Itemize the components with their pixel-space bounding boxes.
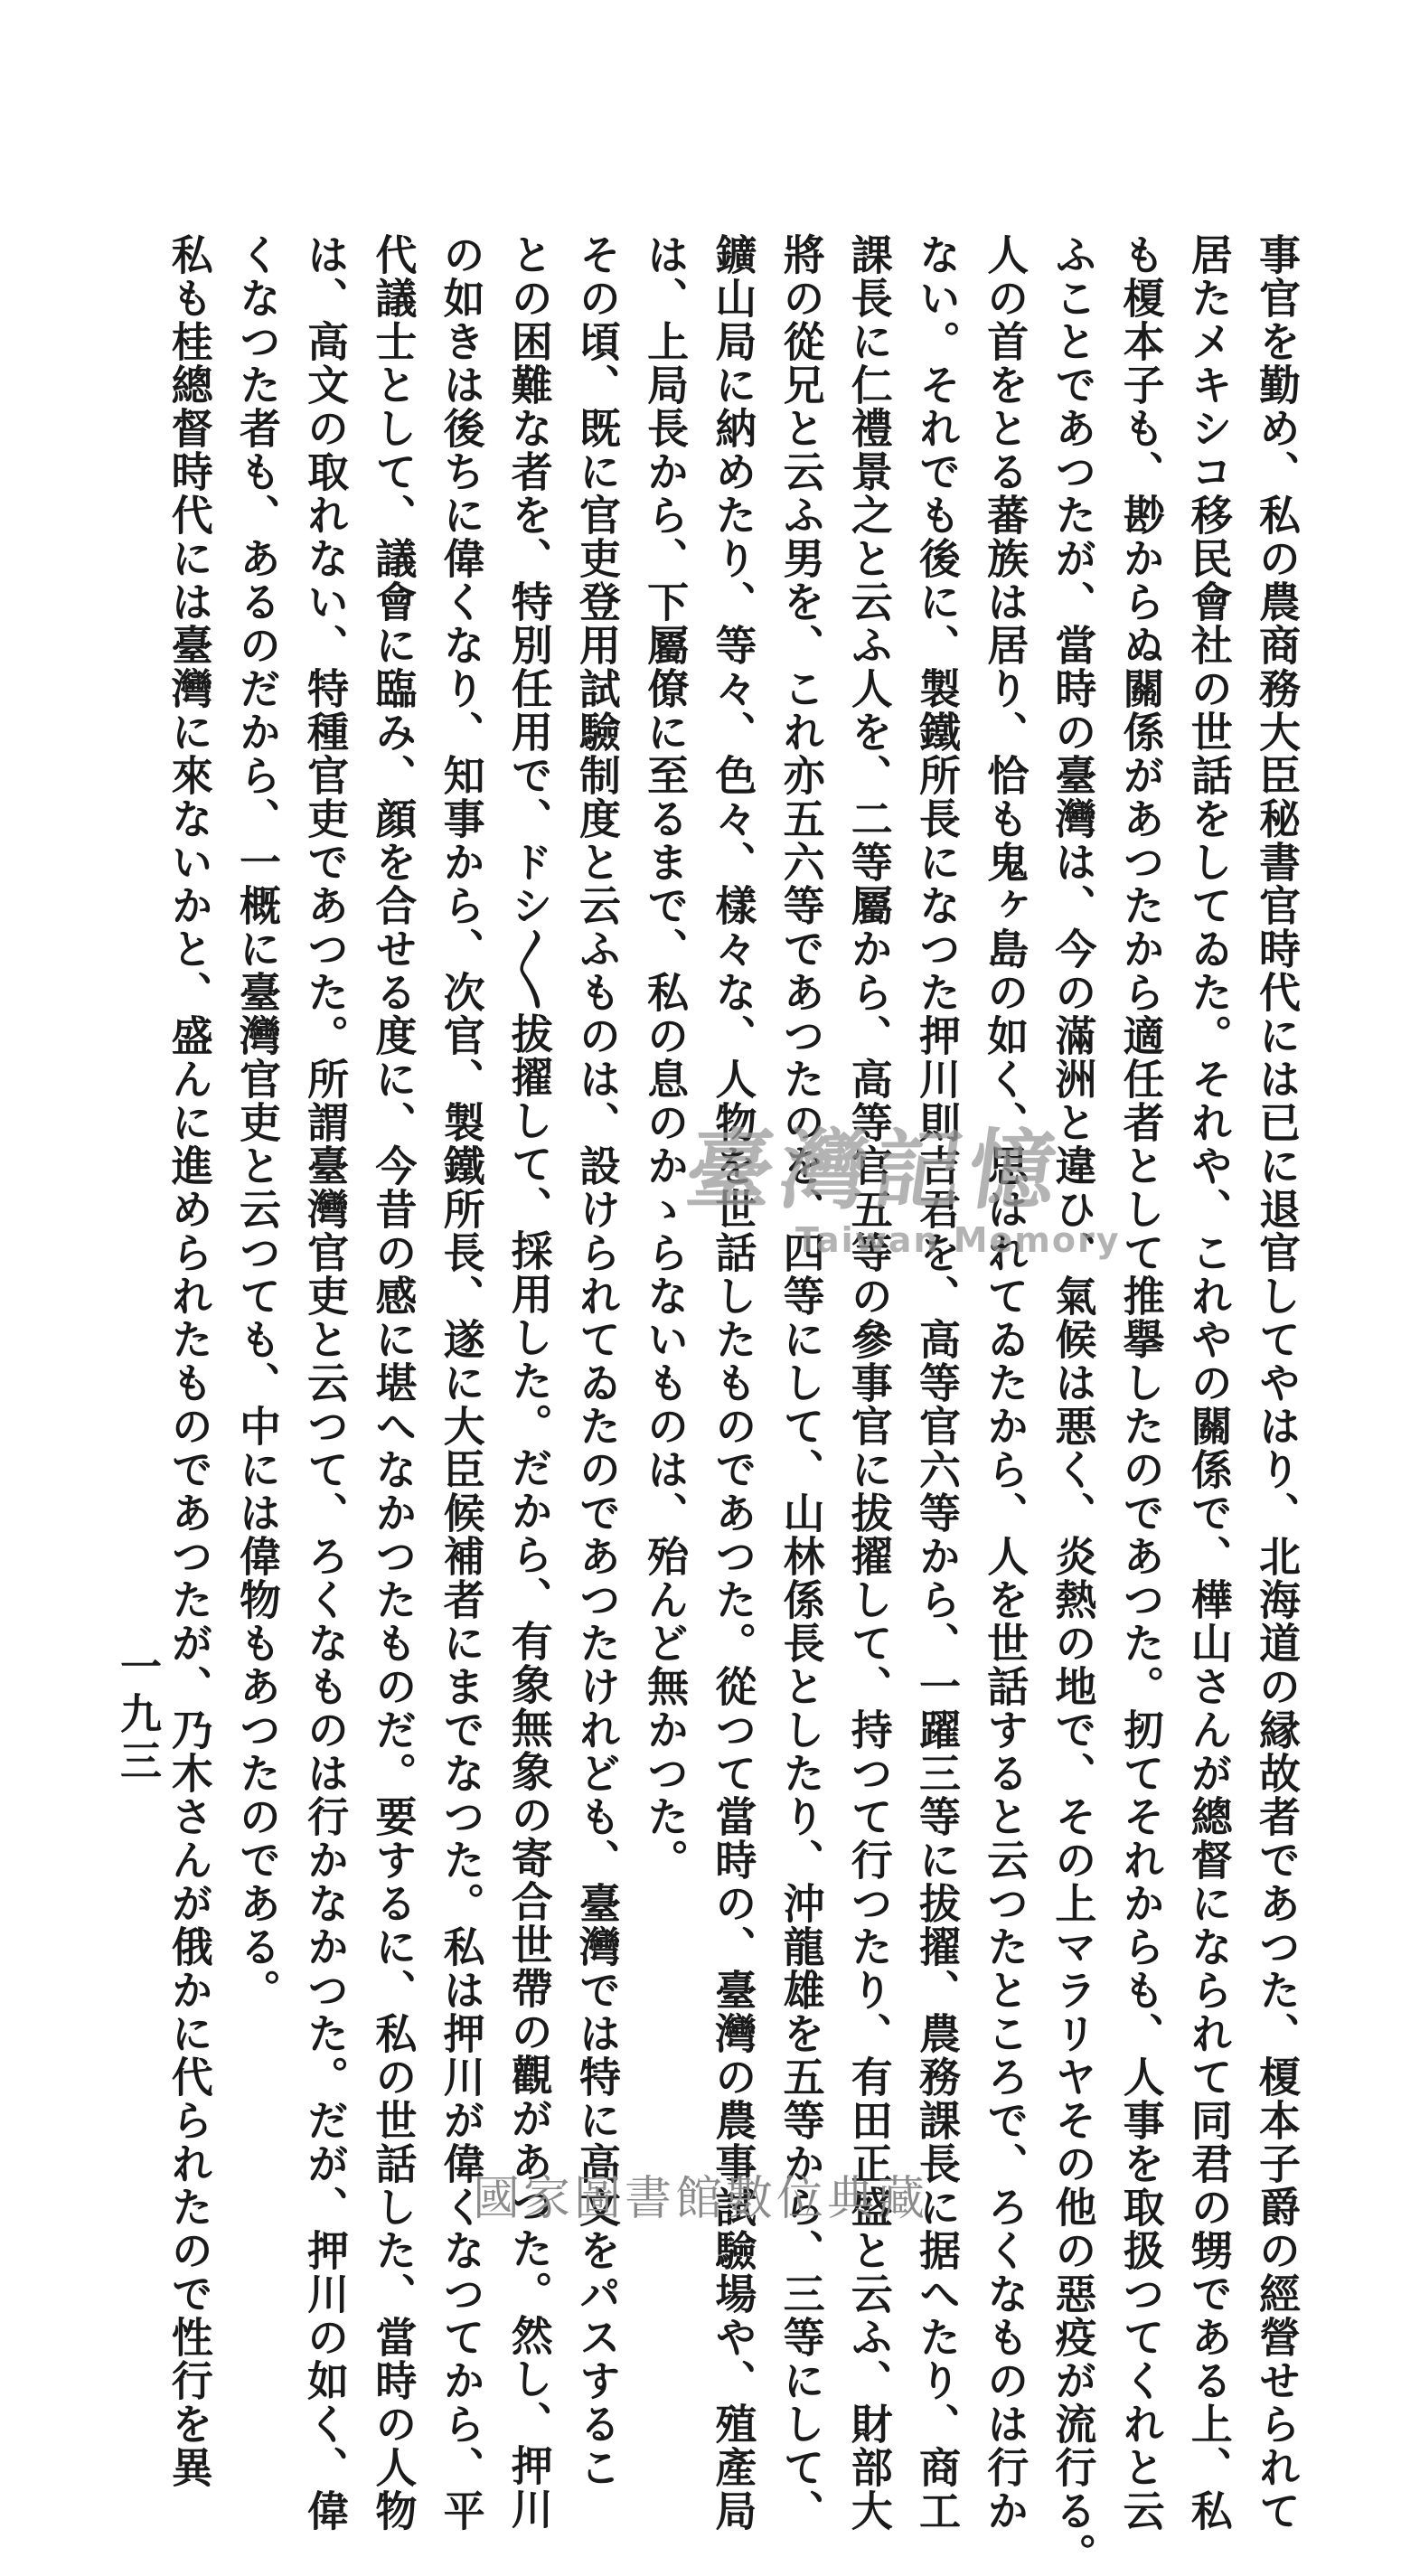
text-line: その頃、既に官吏登用試驗制度と云ふものは、設けられてゐたのであつたけれども、臺灣では特に高文をパスするこ	[572, 233, 622, 2489]
text-line: も榎本子も、尠からぬ關係があつたから適任者として推擧したのであつた。扨てそれからも、人事を取扱つてくれと云	[1116, 233, 1166, 2533]
text-line: くなつた者も、あるのだから、一概に臺灣官吏と云つても、中には偉物もあつたのである。	[232, 233, 282, 2012]
text-line: は、上局長から、下屬僚に至るまで、私の息のかゝらないものは、殆んど無かつた。	[641, 233, 691, 1882]
text-line: 私も桂總督時代には臺灣に來ないかと、盛んに進められたものであつたが、乃木さんが俄かに代られたので性行を異	[165, 233, 214, 2489]
text-line: 代議士として、議會に臨み、顔を合せる度に、今昔の感に堪へなかつたものだ。要するに、私の世話した、當時の人物	[369, 233, 418, 2533]
text-line: ない。それでも後に、製鐵所長になつた押川則吉君を、高等官六等から、一躍三等に拔擢、農務課長に据へたり、商工	[912, 233, 962, 2533]
text-line: 鑛山局に納めたり、等々、色々、樣々な、人物を世話したものであつた。從つて當時の、臺灣の農事試驗場や、殖產局	[709, 233, 758, 2533]
text-line: ふことであつたが、當時の臺灣は、今の滿洲と違ひ、氣候は悪く、炎熱の地で、その上マラリヤその他の惡疫が流行る。	[1048, 233, 1098, 2576]
page-number: 一九三	[114, 1645, 163, 1786]
text-line: 居たメキシコ移民會社の世話をしてゐた。それや、これやの關係で、樺山さんが總督になられて同君の甥である上、私	[1184, 233, 1234, 2533]
text-line: 事官を勤め、私の農商務大臣秘書官時代には已に退官してやはり、北海道の縁故者であつた、榎本子爵の經營せられて	[1253, 233, 1302, 2533]
text-line: との困難な者を、特別任用で、ドシ〳〵拔擢して、採用した。だから、有象無象の寄合世帶の觀があつた。然し、押川	[504, 233, 554, 2531]
watermark-subtitle: Taiwan Memory	[795, 1220, 1121, 1260]
text-line: は、高文の取れない、特種官吏であつた。所謂臺灣官吏と云つて、ろくなものは行かなかつた。だが、押川の如く、偉	[301, 233, 351, 2533]
text-line: 將の從兄と云ふ男を、これ亦五六等であつたのを、四等にして、山林係長としたり、沖龍雄を五等から、三等にして、	[776, 233, 826, 2533]
footer-credit: 國家圖書館數位典藏	[472, 2172, 928, 2226]
text-line: の如きは後ちに偉くなり、知事から、次官、製鐵所長、遂に大臣候補者にまでなつた。私は押川が偉くなつてから、平	[437, 233, 486, 2533]
watermark-title: 臺灣記憶	[680, 1119, 1071, 1221]
text-line: 課長に仁禮景之と云ふ人を、二等屬から、高等官五等の參事官に拔擢して、持つて行つたり、有田正盛と云ふ、財部大	[844, 233, 894, 2533]
text-line: 人の首をとる蕃族は居り、恰も鬼ヶ島の如く、思はれてゐたから、人を世話すると云つたところで、ろくなものは行か	[981, 233, 1030, 2533]
